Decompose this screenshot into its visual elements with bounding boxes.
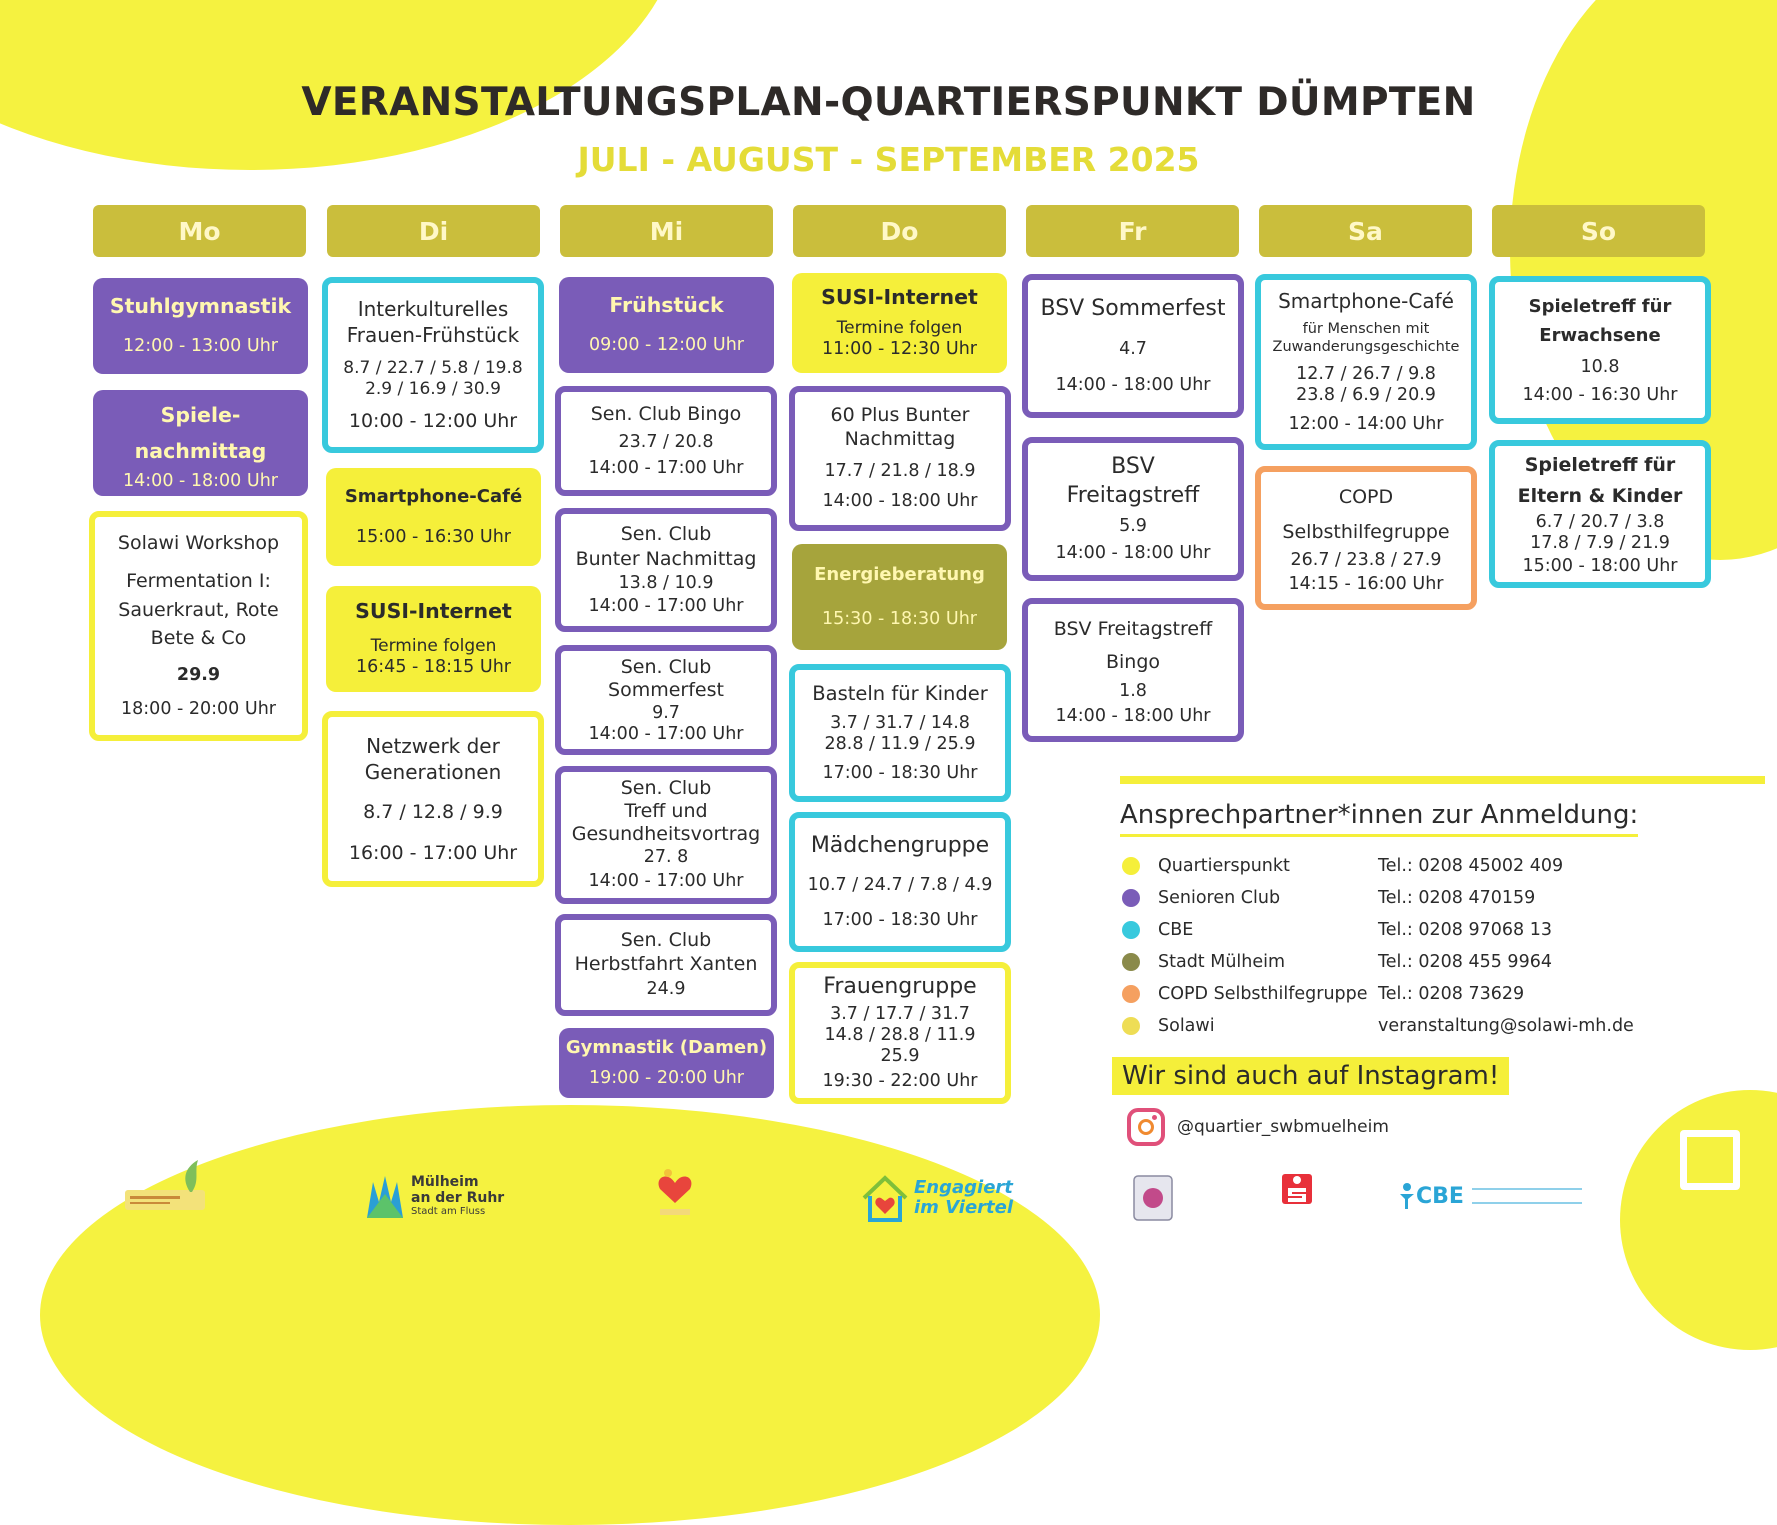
engagiert-logo-line2: im Viertel xyxy=(914,1197,1014,1218)
event-dates: 8.7 / 22.7 / 5.8 / 19.8 2.9 / 16.9 / 30.9 xyxy=(343,358,523,399)
event-title: Sen. Club Herbstfahrt Xanten xyxy=(574,928,758,975)
event-card xyxy=(559,1028,774,1098)
event-card xyxy=(555,766,777,904)
event-time: 12:00 - 14:00 Uhr xyxy=(1288,414,1444,435)
contact-name: COPD Selbsthilfegruppe xyxy=(1158,984,1368,1004)
event-time: 14:00 - 18:00 Uhr xyxy=(1055,375,1211,396)
engagiert-logo-text xyxy=(914,1178,1013,1218)
event-card xyxy=(559,277,774,373)
event-title: COPD Selbsthilfegruppe xyxy=(1282,486,1450,543)
event-card xyxy=(326,586,541,692)
partner-emblem-logo xyxy=(1130,1170,1176,1226)
contact-row xyxy=(1120,980,1524,1008)
event-description: Fermentation I: Sauerkraut, Rote Bete & Co xyxy=(118,570,279,650)
event-dates: 6.7 / 20.7 / 3.8 17.8 / 7.9 / 21.9 xyxy=(1530,512,1670,553)
event-title: BSV Sommerfest xyxy=(1040,295,1226,321)
event-dates: 13.8 / 10.9 xyxy=(618,572,714,593)
event-dates: 1.8 xyxy=(1119,681,1147,702)
cbe-logo xyxy=(1398,1182,1582,1210)
event-title: Solawi Workshop xyxy=(117,531,280,554)
contact-name: CBE xyxy=(1158,920,1194,940)
muelheim-logo-text xyxy=(411,1175,504,1217)
contact-name: Stadt Mülheim xyxy=(1158,952,1286,972)
event-note: Termine folgen xyxy=(370,635,497,656)
event-dates: 8.7 / 12.8 / 9.9 xyxy=(363,801,503,824)
event-time: 19:00 - 20:00 Uhr xyxy=(589,1068,744,1089)
event-card xyxy=(1022,274,1244,418)
event-time: 14:00 - 18:00 Uhr xyxy=(822,491,978,512)
event-title: Smartphone-Café xyxy=(344,485,523,507)
day-header-mi: Mi xyxy=(560,205,773,257)
solawi-logo-icon xyxy=(120,1150,210,1220)
event-dates: 17.7 / 21.8 / 18.9 xyxy=(824,460,976,481)
contact-name: Solawi xyxy=(1158,1016,1215,1036)
contact-color-dot xyxy=(1122,921,1140,939)
contact-row xyxy=(1120,1012,1634,1040)
event-dates: 26.7 / 23.8 / 27.9 xyxy=(1290,550,1442,571)
contact-info: Tel.: 0208 45002 409 xyxy=(1378,856,1564,876)
event-note: für Menschen mit Zuwanderungsgeschichte xyxy=(1272,321,1460,355)
event-card xyxy=(1255,274,1477,450)
contact-info: Tel.: 0208 73629 xyxy=(1378,984,1525,1004)
event-time: 14:15 - 16:00 Uhr xyxy=(1288,573,1444,594)
instagram-handle[interactable]: @quartier_swbmuelheim xyxy=(1177,1117,1389,1137)
event-details xyxy=(356,636,511,679)
cbe-logo-text: CBE xyxy=(1416,1183,1464,1209)
event-dates: 12.7 / 26.7 / 9.8 23.8 / 6.9 / 20.9 xyxy=(1296,363,1436,405)
event-title: Netzwerk der Generationen xyxy=(364,733,502,784)
contact-row xyxy=(1120,916,1552,944)
solawi-logo xyxy=(120,1150,210,1220)
instagram-heading: Wir sind auch auf Instagram! xyxy=(1112,1057,1509,1095)
event-time: 12:00 - 13:00 Uhr xyxy=(123,336,278,357)
engagiert-logo-line1: Engagiert xyxy=(914,1177,1013,1199)
event-dates: 10.7 / 24.7 / 7.8 / 4.9 xyxy=(807,874,993,895)
event-title: Basteln für Kinder xyxy=(812,682,988,706)
contact-info: Tel.: 0208 455 9964 xyxy=(1378,952,1552,972)
event-title: SUSI-Internet xyxy=(821,284,978,309)
event-time: 17:00 - 18:30 Uhr xyxy=(822,909,978,930)
event-title: SUSI-Internet xyxy=(355,599,512,624)
event-card xyxy=(93,278,308,374)
event-title: Gymnastik (Damen) xyxy=(565,1036,768,1058)
event-dates: 24.9 xyxy=(646,979,686,1000)
event-card xyxy=(792,544,1007,650)
contact-heading: Ansprechpartner*innen zur Anmeldung: xyxy=(1120,800,1638,837)
event-time: 14:00 - 17:00 Uhr xyxy=(588,870,744,891)
event-time: 09:00 - 12:00 Uhr xyxy=(589,335,744,356)
event-card xyxy=(322,711,544,887)
event-card xyxy=(1255,466,1477,610)
event-dates: 5.9 xyxy=(1119,515,1147,536)
event-card xyxy=(555,508,777,632)
event-title: Sen. Club Bingo xyxy=(590,402,742,425)
event-title: Energieberatung xyxy=(814,563,985,585)
event-title: Smartphone-Café xyxy=(1278,288,1454,313)
day-header-mo: Mo xyxy=(93,205,306,257)
event-dates: 3.7 / 17.7 / 31.7 14.8 / 28.8 / 11.9 25.9 xyxy=(824,1004,976,1067)
event-card xyxy=(555,386,777,496)
contact-color-dot xyxy=(1122,857,1140,875)
event-dates: 27. 8 xyxy=(643,847,689,868)
event-note: Termine folgen xyxy=(836,318,963,339)
event-card xyxy=(326,468,541,566)
event-card xyxy=(789,812,1011,952)
event-title: Frauengruppe xyxy=(823,974,977,1000)
day-header-fr: Fr xyxy=(1026,205,1239,257)
event-time: 16:45 - 18:15 Uhr xyxy=(356,656,511,677)
event-card xyxy=(789,386,1011,531)
event-dates: 23.7 / 20.8 xyxy=(618,431,714,452)
contact-row xyxy=(1120,884,1535,912)
event-time: 10:00 - 12:00 Uhr xyxy=(348,410,518,433)
event-time: 14:00 - 18:00 Uhr xyxy=(123,470,278,491)
event-time: 19:30 - 22:00 Uhr xyxy=(822,1070,978,1091)
contact-name: Senioren Club xyxy=(1158,888,1281,908)
event-time: 14:00 - 16:30 Uhr xyxy=(1522,385,1678,406)
event-time: 14:00 - 17:00 Uhr xyxy=(588,458,744,479)
event-card xyxy=(789,664,1011,802)
event-card xyxy=(1489,440,1711,588)
contact-email[interactable]: veranstaltung@solawi-mh.de xyxy=(1378,1016,1634,1036)
contact-row xyxy=(1120,948,1552,976)
event-card xyxy=(322,277,544,453)
event-card xyxy=(792,273,1007,373)
event-time: 15:30 - 18:30 Uhr xyxy=(822,609,977,630)
emblem-icon xyxy=(1130,1170,1176,1226)
muelheim-logo-line2: an der Ruhr xyxy=(411,1189,505,1206)
sparkasse-icon xyxy=(1280,1172,1314,1216)
day-header-sa: Sa xyxy=(1259,205,1472,257)
event-details xyxy=(822,318,977,361)
contact-name: Quartierspunkt xyxy=(1158,856,1290,876)
event-card xyxy=(1022,598,1244,742)
cbe-logo-tagline xyxy=(1472,1188,1582,1204)
event-dates: 4.7 xyxy=(1119,338,1147,359)
spieleclub-logo-icon xyxy=(650,1165,700,1221)
page-subtitle: JULI - AUGUST - SEPTEMBER 2025 xyxy=(577,140,1200,179)
event-time: 15:00 - 16:30 Uhr xyxy=(356,527,511,548)
event-title: Frühstück xyxy=(609,292,724,317)
instagram-row xyxy=(1127,1108,1389,1146)
contact-divider xyxy=(1120,776,1765,784)
event-card xyxy=(93,390,308,496)
event-title: Interkulturelles Frauen-Frühstück xyxy=(346,297,520,348)
engagiert-im-viertel-logo xyxy=(860,1172,1013,1224)
event-dates: 29.9 xyxy=(176,665,221,686)
event-card xyxy=(1022,437,1244,581)
event-time: 14:00 - 17:00 Uhr xyxy=(588,596,744,617)
event-title: BSV Freitagstreff Bingo xyxy=(1053,617,1213,673)
event-title: Spieletreff für Erwachsene xyxy=(1528,295,1672,346)
day-header-do: Do xyxy=(793,205,1006,257)
quartierspunkt-logo-icon xyxy=(1680,1130,1740,1190)
contact-info: Tel.: 0208 470159 xyxy=(1378,888,1536,908)
event-time: 15:00 - 18:00 Uhr xyxy=(1522,555,1678,576)
page-title: VERANSTALTUNGSPLAN-QUARTIERSPUNKT DÜMPTEN xyxy=(301,80,1476,125)
event-card xyxy=(555,914,777,1016)
instagram-icon xyxy=(1127,1108,1165,1146)
event-dates: 10.8 xyxy=(1580,357,1620,378)
day-header-di: Di xyxy=(327,205,540,257)
event-time: 16:00 - 17:00 Uhr xyxy=(348,841,518,864)
event-title: Stuhlgymnastik xyxy=(109,293,292,318)
event-time: 11:00 - 12:30 Uhr xyxy=(822,339,977,360)
event-time: 18:00 - 20:00 Uhr xyxy=(121,699,276,720)
event-title: Mädchengruppe xyxy=(810,833,990,859)
spieleclub-logo xyxy=(650,1165,700,1221)
contact-row xyxy=(1120,852,1563,880)
muelheim-logo-icon xyxy=(363,1172,407,1220)
event-title: Sen. Club Treff und Gesundheitsvortrag xyxy=(571,777,761,845)
event-title: Spieletreff für Eltern & Kinder xyxy=(1517,454,1683,507)
event-card xyxy=(1489,276,1711,424)
event-time: 14:00 - 18:00 Uhr xyxy=(1055,705,1211,726)
event-time: 17:00 - 18:30 Uhr xyxy=(822,762,978,783)
contact-info: Tel.: 0208 97068 13 xyxy=(1378,920,1552,940)
contact-color-dot xyxy=(1122,953,1140,971)
muelheim-logo xyxy=(363,1172,504,1220)
muelheim-logo-line3: Stadt am Fluss xyxy=(411,1205,486,1217)
event-card xyxy=(789,962,1011,1104)
contact-color-dot xyxy=(1122,889,1140,907)
day-header-so: So xyxy=(1492,205,1705,257)
sparkasse-logo xyxy=(1280,1172,1314,1216)
event-card xyxy=(89,511,308,741)
event-title: Sen. Club Bunter Nachmittag xyxy=(575,523,757,570)
event-dates: 9.7 xyxy=(652,702,680,723)
event-title: Sen. Club Sommerfest xyxy=(608,655,724,701)
background-blob-bottom-right xyxy=(1620,1090,1777,1350)
cbe-figure-icon xyxy=(1398,1182,1416,1210)
event-time: 14:00 - 17:00 Uhr xyxy=(588,723,744,744)
muelheim-logo-line1: Mülheim xyxy=(411,1174,479,1191)
house-heart-icon xyxy=(860,1172,910,1224)
event-title: BSV Freitagstreff xyxy=(1066,454,1200,508)
contact-color-dot xyxy=(1122,1017,1140,1035)
event-title: 60 Plus Bunter Nachmittag xyxy=(830,404,970,450)
event-title: Spiele- nachmittag xyxy=(134,403,267,463)
event-card xyxy=(555,645,777,755)
event-time: 14:00 - 18:00 Uhr xyxy=(1055,543,1211,564)
event-dates: 3.7 / 31.7 / 14.8 28.8 / 11.9 / 25.9 xyxy=(824,713,976,755)
contact-color-dot xyxy=(1122,985,1140,1003)
